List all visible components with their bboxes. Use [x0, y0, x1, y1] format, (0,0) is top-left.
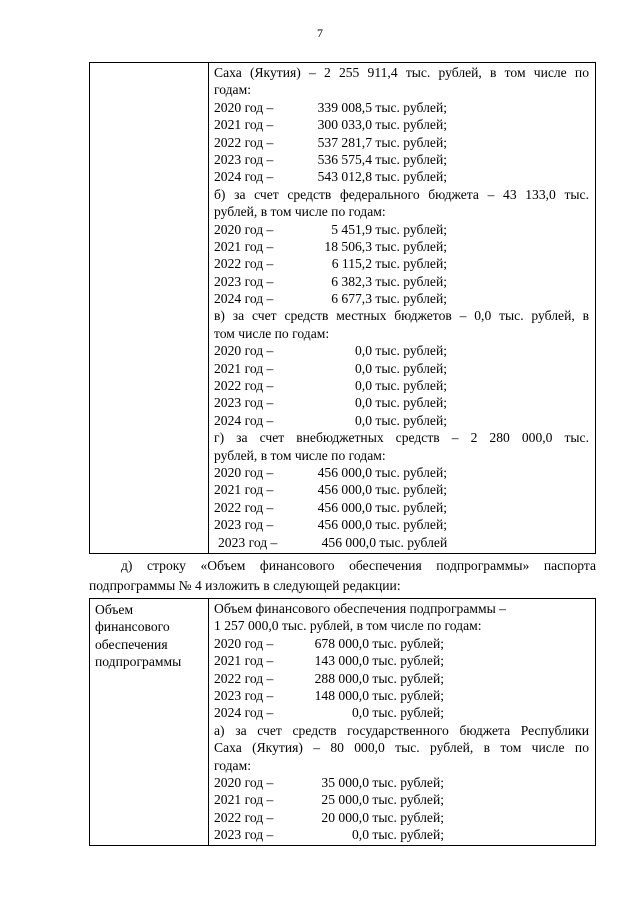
table1-left-cell — [90, 63, 209, 554]
year-amount: 20 000,0 — [321, 809, 369, 825]
year-unit: тыс. рублей; — [372, 653, 444, 669]
text-line: а) за счет средств государственного бюджета Республики — [214, 722, 589, 738]
text-line: рублей, в том числе по годам: — [214, 204, 386, 220]
year-row — [214, 377, 589, 394]
year-unit: тыс. рублей — [379, 534, 448, 550]
row-heading — [90, 599, 208, 671]
year-amount: 25 000,0 — [321, 792, 369, 808]
year-row — [214, 791, 589, 808]
year-amount: 456 000,0 — [321, 534, 376, 550]
table2-left-cell — [90, 599, 209, 846]
page-number: 7 — [317, 26, 323, 40]
year-row — [214, 116, 589, 133]
year-row — [214, 635, 589, 652]
year-unit: тыс. рублей; — [375, 499, 447, 515]
table1-left-cell-text — [90, 63, 208, 65]
year-row — [214, 360, 589, 377]
year-unit: тыс. рублей; — [375, 221, 447, 237]
year-row — [214, 652, 589, 669]
year-amount: 0,0 — [355, 395, 372, 411]
year-label: 2020 год – — [214, 343, 274, 359]
heading-line: подпрограммы — [95, 654, 182, 670]
year-label: 2021 год – — [214, 482, 274, 498]
year-unit: тыс. рублей; — [372, 670, 444, 686]
year-unit: тыс. рублей; — [375, 151, 447, 167]
text-line: годам: — [214, 757, 251, 773]
year-amount: 456 000,0 — [317, 464, 372, 480]
year-amount: 0,0 — [355, 343, 372, 359]
year-row — [214, 687, 589, 704]
text-line: том числе по годам: — [214, 325, 330, 341]
year-unit: тыс. рублей; — [375, 464, 447, 480]
year-unit: тыс. рублей; — [375, 238, 447, 254]
year-label: 2022 год – — [214, 809, 274, 825]
year-label: 2020 год – — [214, 774, 274, 790]
year-row — [214, 499, 589, 516]
year-unit: тыс. рублей; — [372, 809, 444, 825]
year-amount: 456 000,0 — [317, 517, 372, 533]
year-unit: тыс. рублей; — [375, 117, 447, 133]
year-label: 2023 год – — [214, 395, 274, 411]
year-label: 2021 год – — [214, 792, 274, 808]
year-label: 2023 год – — [214, 151, 274, 167]
year-row — [214, 670, 589, 687]
text-line: рублей, в том числе по годам: — [214, 447, 386, 463]
year-label: 2021 год – — [214, 117, 274, 133]
year-amount: 288 000,0 — [314, 670, 369, 686]
year-row — [214, 534, 589, 551]
year-unit: тыс. рублей; — [375, 256, 447, 272]
year-row — [214, 394, 589, 411]
year-amount: 536 575,4 — [317, 151, 372, 167]
year-unit: тыс. рублей; — [372, 792, 444, 808]
year-label: 2020 год – — [214, 99, 274, 115]
year-amount: 0,0 — [355, 378, 372, 394]
year-unit: тыс. рублей; — [375, 412, 447, 428]
year-unit: тыс. рублей; — [372, 705, 444, 721]
year-unit: тыс. рублей; — [375, 378, 447, 394]
year-label: 2021 год – — [214, 653, 274, 669]
heading-line: Объем — [95, 602, 134, 617]
year-label: 2020 год – — [214, 221, 274, 237]
year-label: 2021 год – — [214, 360, 274, 376]
year-label: 2023 год – — [214, 517, 274, 533]
text-line: б) за счет средств федерального бюджета – 43 133,0 тыс. — [214, 186, 589, 202]
year-amount: 456 000,0 — [317, 499, 372, 515]
funding-table-subprogram-4 — [89, 598, 596, 846]
year-unit: тыс. рублей; — [375, 517, 447, 533]
year-label: 2020 год – — [214, 635, 274, 651]
year-row — [214, 516, 589, 533]
heading-line: финансового — [95, 619, 170, 635]
year-row — [214, 290, 589, 307]
year-unit: тыс. рублей; — [372, 687, 444, 703]
year-row — [214, 342, 589, 359]
year-amount: 6 677,3 — [331, 291, 372, 307]
year-row — [214, 134, 589, 151]
year-unit: тыс. рублей; — [375, 134, 447, 150]
year-label: 2020 год – — [214, 464, 274, 480]
year-row — [214, 826, 589, 843]
year-label: 2022 год – — [214, 499, 274, 515]
year-unit: тыс. рублей; — [375, 482, 447, 498]
year-row — [214, 151, 589, 168]
table1-right-cell — [209, 63, 596, 554]
year-label: 2024 год – — [214, 169, 274, 185]
year-label: 2024 год – — [214, 705, 274, 721]
year-row — [214, 481, 589, 498]
year-unit: тыс. рублей; — [375, 169, 447, 185]
year-amount: 0,0 — [355, 360, 372, 376]
year-amount: 543 012,8 — [317, 169, 372, 185]
year-label: 2022 год – — [214, 134, 274, 150]
year-unit: тыс. рублей; — [375, 99, 447, 115]
table2-content — [209, 599, 595, 845]
year-label: 2023 год – — [218, 534, 278, 550]
year-row — [214, 238, 589, 255]
year-amount: 35 000,0 — [321, 774, 369, 790]
year-label: 2024 год – — [214, 412, 274, 428]
year-label: 2022 год – — [214, 256, 274, 272]
year-amount: 0,0 — [355, 412, 372, 428]
year-amount: 537 281,7 — [317, 134, 372, 150]
year-label: 2023 год – — [214, 687, 274, 703]
text-line: Саха (Якутия) – 80 000,0 тыс. рублей, в том числе по — [214, 740, 589, 756]
funding-table-continued — [89, 62, 596, 554]
year-label: 2022 год – — [214, 670, 274, 686]
year-amount: 0,0 — [352, 827, 369, 843]
year-row — [214, 221, 589, 238]
year-amount: 6 382,3 — [331, 273, 372, 289]
year-amount: 6 115,2 — [331, 256, 372, 272]
year-row — [214, 704, 589, 721]
year-amount: 5 451,9 — [331, 221, 372, 237]
text-line: Саха (Якутия) – 2 255 911,4 тыс. рублей, в том числе по — [214, 65, 589, 80]
year-row — [214, 412, 589, 429]
year-unit: тыс. рублей; — [375, 343, 447, 359]
year-label: 2023 год – — [214, 827, 274, 843]
year-amount: 456 000,0 — [317, 482, 372, 498]
year-amount: 18 506,3 — [324, 238, 372, 254]
year-amount: 148 000,0 — [314, 687, 369, 703]
text-line: в) за счет средств местных бюджетов – 0,0 тыс. рублей, в — [214, 308, 589, 324]
year-label: 2024 год – — [214, 291, 274, 307]
year-unit: тыс. рублей; — [375, 360, 447, 376]
amendment-paragraph — [89, 556, 596, 596]
table2-right-cell — [209, 599, 596, 846]
year-amount: 0,0 — [352, 705, 369, 721]
paragraph-line: подпрограммы № 4 изложить в следующей редакции: — [89, 578, 401, 593]
year-unit: тыс. рублей; — [372, 635, 444, 651]
text-line: годам: — [214, 82, 251, 98]
year-amount: 339 008,5 — [317, 99, 372, 115]
year-unit: тыс. рублей; — [375, 291, 447, 307]
year-unit: тыс. рублей; — [372, 827, 444, 843]
year-row — [214, 99, 589, 116]
year-label: 2022 год – — [214, 378, 274, 394]
year-row — [214, 273, 589, 290]
year-row — [214, 255, 589, 272]
year-amount: 678 000,0 — [314, 635, 369, 651]
paragraph-line: д) строку «Объем финансового обеспечения подпрограммы» паспорта — [121, 558, 596, 573]
year-row — [214, 464, 589, 481]
text-line: 1 257 000,0 тыс. рублей, в том числе по годам: — [214, 618, 482, 634]
year-label: 2021 год – — [214, 238, 274, 254]
year-row — [214, 168, 589, 185]
year-row — [214, 809, 589, 826]
year-amount: 300 033,0 — [317, 117, 372, 133]
text-line: г) за счет внебюджетных средств – 2 280 000,0 тыс. — [214, 430, 589, 446]
year-row — [214, 774, 589, 791]
year-unit: тыс. рублей; — [375, 273, 447, 289]
heading-line: обеспечения — [95, 636, 168, 652]
year-label: 2023 год – — [214, 273, 274, 289]
year-unit: тыс. рублей; — [375, 395, 447, 411]
text-line: Объем финансового обеспечения подпрограммы – — [214, 601, 506, 616]
table1-content — [209, 63, 595, 553]
year-amount: 143 000,0 — [314, 653, 369, 669]
year-unit: тыс. рублей; — [372, 774, 444, 790]
